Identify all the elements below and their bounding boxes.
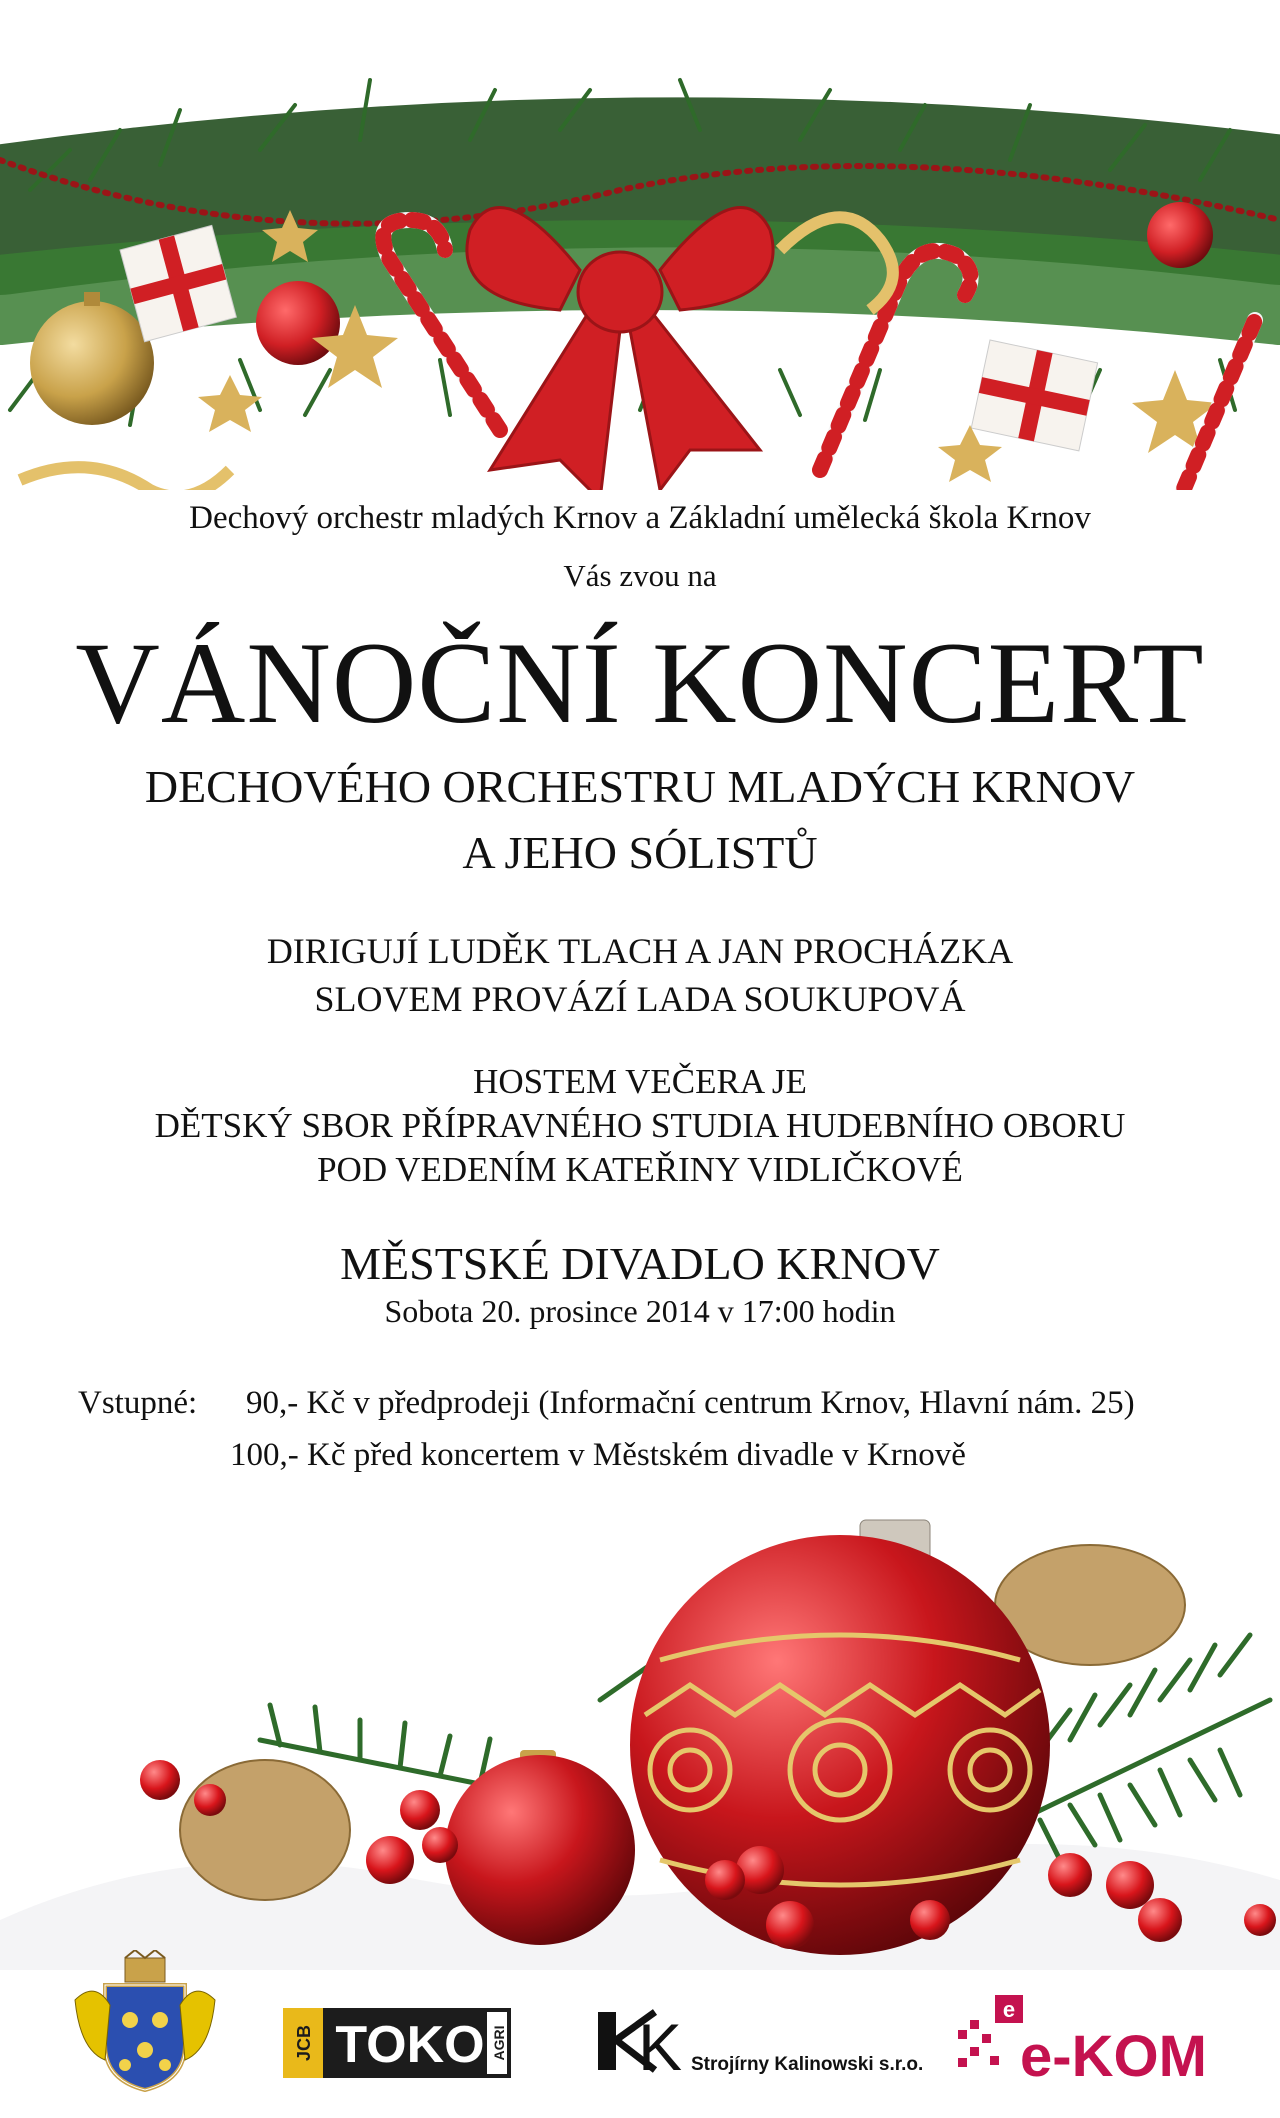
toko-jcb-text: JCB [294,2024,314,2062]
guest-line-3: POD VEDENÍM KATEŘINY VIDLIČKOVÉ [317,1150,963,1189]
toko-agri-logo [283,2008,511,2078]
toko-text: TOKO [335,2016,485,2074]
sponsors-bar [0,1950,1280,2100]
invite-line: Vás zvou na [563,558,717,593]
christmas-ornaments-image [0,1500,1280,1970]
guest-line-2: DĚTSKÝ SBOR PŘÍPRAVNÉHO STUDIA HUDEBNÍHO OBORU [154,1106,1126,1145]
conductors-line: DIRIGUJÍ LUDĚK TLACH A JAN PROCHÁZKA [266,931,1014,971]
christmas-garland-image [0,70,1280,490]
ekom-logo [958,1995,1207,2089]
subtitle-line-1: DECHOVÉHO ORCHESTRU MLADÝCH KRNOV [144,761,1136,812]
ekom-text: e-KOM [1020,2024,1207,2089]
toko-agri-text: AGRI [491,2025,507,2061]
krnov-coat-of-arms [75,1950,215,2090]
kalinowski-mark-text: K [638,2010,683,2084]
concert-datetime: Sobota 20. prosince 2014 v 17:00 hodin [384,1293,896,1329]
ekom-badge-text: e [1002,1997,1016,2022]
concert-title: VÁNOČNÍ KONCERT [75,619,1205,748]
admission-presale: 90,- Kč v předprodeji (Informační centrum Krnov, Hlavní nám. 25) [246,1385,1135,1421]
venue-name: MĚSTSKÉ DIVADLO KRNOV [340,1238,940,1289]
subtitle-line-2: A JEHO SÓLISTŮ [462,827,818,878]
admission-door: 100,- Kč před koncertem v Městském divadle v Krnově [230,1437,966,1473]
admission-label: Vstupné: [78,1385,198,1421]
guest-line-1: HOSTEM VEČERA JE [473,1062,807,1101]
organizers-line: Dechový orchestr mladých Krnov a Základní umělecká škola Krnov [189,500,1091,536]
kalinowski-name-text: Strojírny Kalinowski s.r.o. [691,2054,924,2075]
kalinowski-logo [598,2010,923,2084]
host-speaker-line: SLOVEM PROVÁZÍ LADA SOUKUPOVÁ [314,979,966,1019]
